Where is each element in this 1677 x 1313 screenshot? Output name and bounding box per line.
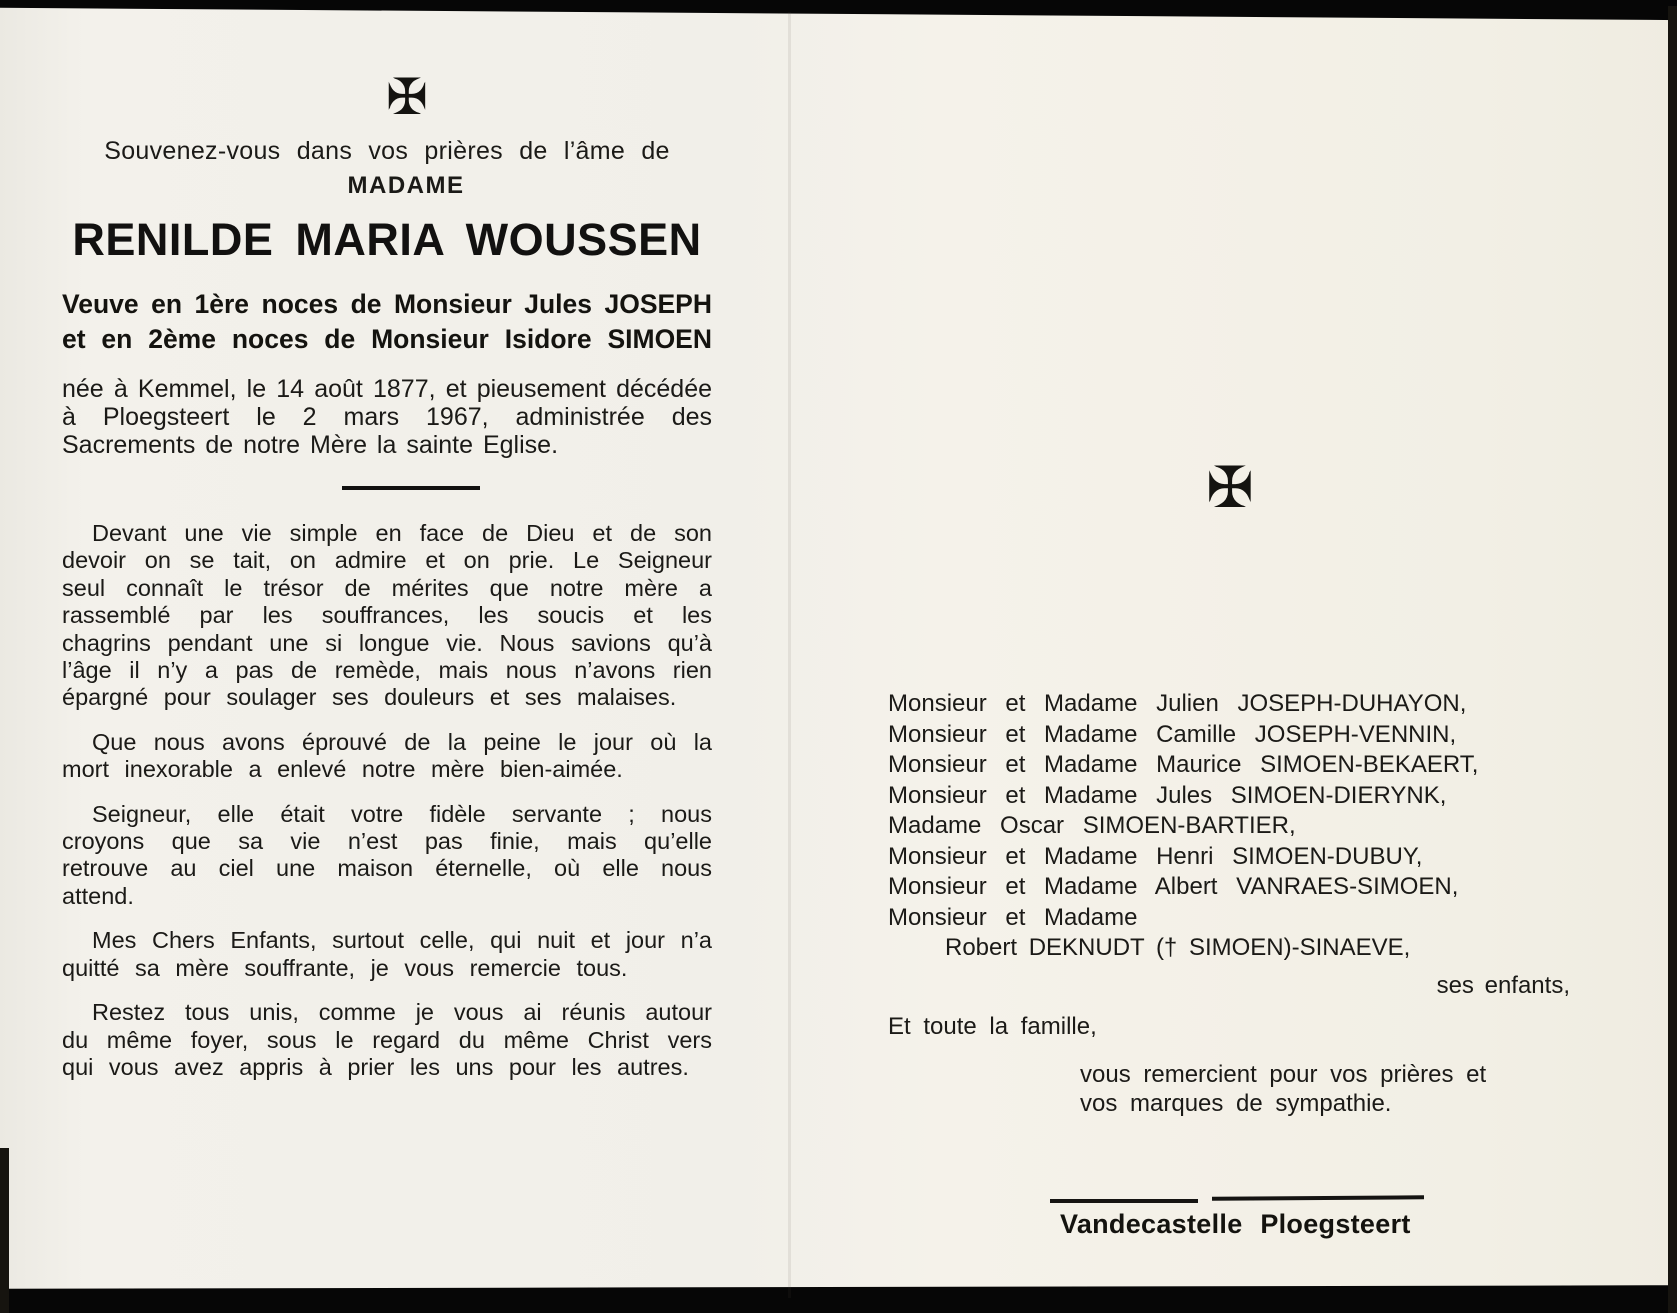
eulogy-paragraph: Que nous avons éprouvé de la peine le jour où la mort inexorable a enlevé notre mère bien-aimée. — [62, 728, 712, 783]
scan-edge-right — [1668, 6, 1677, 1313]
printer-rule — [1212, 1195, 1424, 1200]
deceased-name: RENILDE MARIA WOUSSEN — [72, 214, 702, 265]
family-line: Et toute la famille, — [888, 1013, 1097, 1040]
family-names-list — [888, 689, 1590, 1001]
eulogy-paragraph: Devant une vie simple en face de Dieu et de son devoir on se tait, on admire et on prie. Le Seigneur seul connaît le trésor de mérites que notre mère a rassemblé par les souffrances, les soucis et les chagrins pendant une si longue vie. Nous savions qu’à l’âge il n’y a pas de remède, mais nous n’avons rien épargné pour soulager ses douleurs et ses malaises. — [62, 520, 712, 711]
family-name: Monsieur et Madame Julien JOSEPH-DUHAYON, — [888, 690, 1467, 717]
family-name: Monsieur et Madame Jules SIMOEN-DIERYNK, — [888, 781, 1447, 809]
family-name: Monsieur et Madame Henri SIMOEN-DUBUY, — [888, 842, 1423, 870]
family-name: Madame Oscar SIMOEN-BARTIER, — [888, 812, 1296, 839]
marriage-line: Veuve en 1ère noces de Monsieur Jules JOSEPH — [62, 289, 712, 319]
scan-edge-left — [0, 1148, 9, 1313]
vital-record: née à Kemmel, le 14 août 1877, et pieusement décédée à Ploegsteert le 2 mars 1967, administrée des Sacrements de notre Mère la sainte Eglise. — [62, 375, 712, 459]
family-name: Monsieur et Madame Maurice SIMOEN-BEKAERT, — [888, 751, 1479, 778]
thanks-text — [1080, 1061, 1486, 1118]
family-name-indented: Robert DEKNUDT († SIMOEN)-SINAEVE, — [945, 934, 1411, 961]
eulogy-paragraph: Mes Chers Enfants, surtout celle, qui nuit et jour n’a quitté sa mère souffrante, je vous remercie tous. — [62, 927, 712, 981]
family-name: Monsieur et Madame — [888, 903, 1138, 931]
fold-crease — [788, 12, 791, 1298]
marriage-line: et en 2ème noces de Monsieur Isidore SIMOEN — [62, 324, 712, 354]
printer-rule — [1050, 1199, 1198, 1203]
section-divider — [342, 486, 480, 490]
thanks-line: vous remercient pour vos prières et — [1080, 1061, 1487, 1088]
eulogy-text — [62, 520, 712, 1098]
eulogy-paragraph: Seigneur, elle était votre fidèle servante ; nous croyons que sa vie n’est pas finie, mais qu’elle retrouve au ciel une maison éternelle, où elle nous attend. — [62, 800, 712, 909]
children-label: ses enfants, — [1436, 971, 1570, 999]
family-name: Monsieur et Madame Albert VANRAES-SIMOEN, — [888, 873, 1459, 900]
marriage-lines — [62, 287, 712, 357]
scan-bar-bottom — [0, 1285, 1677, 1313]
eulogy-paragraph: Restez tous unis, comme je vous ai réunis autour du même foyer, sous le regard du même Christ vers qui vous avez appris à prier les uns pour les autres. — [62, 999, 712, 1080]
scan-bar-top — [0, 0, 1677, 20]
thanks-line: vos marques de sympathie. — [1080, 1089, 1392, 1117]
honorific-title: MADAME — [347, 172, 465, 199]
printer-name: Vandecastelle Ploegsteert — [1060, 1209, 1411, 1239]
prayer-intro: Souvenez-vous dans vos prières de l’âme de — [104, 137, 670, 165]
maltese-cross-icon: ✠ — [386, 68, 428, 126]
family-name: Monsieur et Madame Camille JOSEPH-VENNIN, — [888, 720, 1457, 748]
maltese-cross-icon: ✠ — [1206, 455, 1254, 521]
